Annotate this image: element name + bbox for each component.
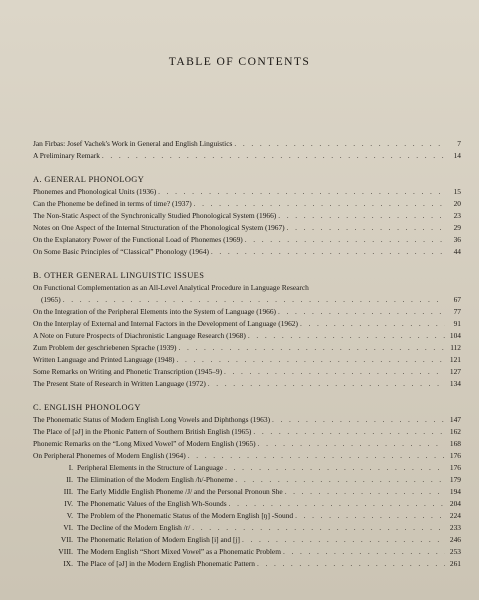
dot-leader bbox=[192, 523, 445, 532]
dot-leader bbox=[272, 415, 445, 424]
dot-leader bbox=[283, 547, 445, 556]
entry-title: On Some Basic Principles of “Classical” Phonology (1964) bbox=[33, 247, 209, 256]
dot-leader bbox=[224, 367, 445, 376]
page-number: 176 bbox=[449, 451, 461, 460]
dot-leader bbox=[242, 535, 445, 544]
page-number: 224 bbox=[449, 511, 461, 520]
entry-title: VIII. The Modern English “Short Mixed Vowel” as a Phonematic Problem bbox=[33, 547, 281, 556]
page-number: 176 bbox=[449, 463, 461, 472]
page-number: 112 bbox=[450, 343, 461, 352]
entry-title: On Functional Complementation as an All-Level Analytical Procedure in Language Research bbox=[33, 283, 309, 292]
dot-leader bbox=[158, 187, 445, 196]
dot-leader bbox=[211, 247, 445, 256]
section-heading: B. OTHER GENERAL LINGUISTIC ISSUES bbox=[33, 271, 205, 280]
section-heading: C. ENGLISH PHONOLOGY bbox=[33, 403, 141, 412]
entry-title: II. The Elimination of the Modern English /h/-Phoneme bbox=[33, 475, 233, 484]
toc-subentry bbox=[33, 547, 461, 559]
entry-title: A Preliminary Remark bbox=[33, 151, 100, 160]
toc-subentry bbox=[33, 475, 461, 487]
toc-entry bbox=[33, 439, 461, 451]
dot-leader bbox=[245, 235, 445, 244]
entry-title: On the Interplay of External and Internal Factors in the Development of Language (1962) bbox=[33, 319, 298, 328]
entry-title: A Note on Future Prospects of Diachronistic Language Research (1968) bbox=[33, 331, 246, 340]
entry-title-continuation: (1965) bbox=[41, 295, 61, 304]
page-number: 253 bbox=[449, 547, 461, 556]
entry-title: VI. The Decline of the Modern English /r/ bbox=[33, 523, 190, 532]
dot-leader bbox=[225, 463, 445, 472]
toc-entry bbox=[33, 355, 461, 367]
entry-title: The Present State of Research in Written Language (1972) bbox=[33, 379, 206, 388]
toc-subentry bbox=[33, 463, 461, 475]
page-number: 147 bbox=[449, 415, 461, 424]
section-gap bbox=[33, 163, 461, 173]
page-number: 36 bbox=[453, 235, 461, 244]
page-number: 20 bbox=[453, 199, 461, 208]
toc-entry bbox=[33, 235, 461, 247]
dot-leader bbox=[248, 331, 445, 340]
page-number: 91 bbox=[453, 319, 461, 328]
page-number: 77 bbox=[453, 307, 461, 316]
entry-title: III. The Early Middle English Phoneme /J/ and the Personal Pronoun She bbox=[33, 487, 283, 496]
page-number: 7 bbox=[457, 139, 461, 148]
entry-number: VI. bbox=[63, 523, 73, 532]
dot-leader bbox=[177, 355, 445, 364]
toc-entry bbox=[33, 139, 461, 151]
dot-leader bbox=[300, 319, 445, 328]
page-number: 162 bbox=[449, 427, 461, 436]
toc-entry bbox=[33, 151, 461, 163]
table-of-contents bbox=[33, 139, 461, 571]
toc-entry bbox=[33, 367, 461, 379]
toc-subentry bbox=[33, 535, 461, 547]
dot-leader bbox=[253, 427, 445, 436]
entry-title: Some Remarks on Writing and Phonetic Transcription (1945–9) bbox=[33, 367, 223, 376]
entry-number: VIII. bbox=[58, 547, 73, 556]
toc-subentry bbox=[33, 559, 461, 571]
dot-leader bbox=[178, 343, 445, 352]
page-number: 23 bbox=[453, 211, 461, 220]
dot-leader bbox=[234, 139, 445, 148]
entry-title: V. The Problem of the Phonematic Status of the Modern English [ŋ] -Sound bbox=[33, 511, 293, 520]
entry-title: Can the Phoneme be defined in terms of time? (1937) bbox=[33, 199, 192, 208]
dot-leader bbox=[287, 223, 445, 232]
entry-number: IV. bbox=[64, 499, 73, 508]
toc-entry bbox=[33, 223, 461, 235]
entry-title: The Non-Static Aspect of the Synchronically Studied Phonological System (1966) bbox=[33, 211, 277, 220]
page-number: 104 bbox=[449, 331, 461, 340]
entry-title: Phonemes and Phonological Units (1936) bbox=[33, 187, 157, 196]
dot-leader bbox=[102, 151, 445, 160]
toc-entry bbox=[33, 415, 461, 427]
entry-title: IV. The Phonematic Values of the English Wh-Sounds bbox=[33, 499, 227, 508]
page-title: TABLE OF CONTENTS bbox=[168, 55, 311, 68]
toc-subentry bbox=[33, 523, 461, 535]
toc-entry bbox=[33, 331, 461, 343]
entry-title: Notes on One Aspect of the Internal Structuration of the Phonological System (1967) bbox=[33, 223, 285, 232]
page-number: 134 bbox=[449, 379, 461, 388]
section-heading: A. GENERAL PHONOLOGY bbox=[33, 175, 145, 184]
toc-entry bbox=[33, 427, 461, 439]
page-number: 204 bbox=[449, 499, 461, 508]
page-number: 29 bbox=[453, 223, 461, 232]
dot-leader bbox=[295, 511, 445, 520]
toc-entry bbox=[33, 211, 461, 223]
toc-subentry bbox=[33, 487, 461, 499]
dot-leader bbox=[188, 451, 445, 460]
page-number: 127 bbox=[449, 367, 461, 376]
page-number: 246 bbox=[449, 535, 461, 544]
dot-leader bbox=[63, 295, 445, 304]
entry-title: On Peripheral Phonemes of Modern English (1964) bbox=[33, 451, 186, 460]
toc-entry bbox=[33, 199, 461, 211]
page-number: 194 bbox=[449, 487, 461, 496]
page-number: 15 bbox=[453, 187, 461, 196]
toc-entry-continuation bbox=[33, 295, 461, 307]
entry-title: VII. The Phonematic Relation of Modern English [i] and [j] bbox=[33, 535, 240, 544]
section-gap bbox=[33, 391, 461, 401]
dot-leader bbox=[285, 487, 445, 496]
entry-title: I. Peripheral Elements in the Structure of Language bbox=[33, 463, 223, 472]
dot-leader bbox=[229, 499, 445, 508]
entry-title: IX. The Place of [əJ] in the Modern English Phonematic Pattern bbox=[33, 559, 255, 568]
page-number: 67 bbox=[453, 295, 461, 304]
toc-entry bbox=[33, 307, 461, 319]
entry-number: II. bbox=[66, 475, 73, 484]
entry-title: Phonemic Remarks on the “Long Mixed Vowel” of Modern English (1965) bbox=[33, 439, 256, 448]
dot-leader bbox=[278, 211, 445, 220]
entry-title: Zum Problem der geschriebenen Sprache (1939) bbox=[33, 343, 177, 352]
toc-entry bbox=[33, 379, 461, 391]
dot-leader bbox=[208, 379, 445, 388]
page-number: 261 bbox=[449, 559, 461, 568]
page-number: 121 bbox=[449, 355, 461, 364]
toc-subentry bbox=[33, 499, 461, 511]
page-number: 179 bbox=[449, 475, 461, 484]
dot-leader bbox=[258, 439, 445, 448]
toc-entry bbox=[33, 451, 461, 463]
page-number: 44 bbox=[453, 247, 461, 256]
dot-leader bbox=[194, 199, 445, 208]
page-number: 168 bbox=[449, 439, 461, 448]
entry-number: III. bbox=[63, 487, 73, 496]
entry-number: IX. bbox=[63, 559, 73, 568]
toc-entry bbox=[33, 319, 461, 331]
toc-entry bbox=[33, 187, 461, 199]
entry-title: Jan Firbas: Josef Vachek's Work in General and English Linguistics bbox=[33, 139, 233, 148]
toc-subentry bbox=[33, 511, 461, 523]
page-number: 233 bbox=[449, 523, 461, 532]
page-number: 14 bbox=[453, 151, 461, 160]
entry-title: The Place of [əJ] in the Phonic Pattern of Southern British English (1965) bbox=[33, 427, 252, 436]
toc-entry bbox=[33, 247, 461, 259]
entry-number: V. bbox=[66, 511, 73, 520]
dot-leader bbox=[257, 559, 445, 568]
toc-entry bbox=[33, 283, 461, 295]
dot-leader bbox=[235, 475, 445, 484]
entry-title: The Phonematic Status of Modern English Long Vowels and Diphthongs (1963) bbox=[33, 415, 271, 424]
dot-leader bbox=[278, 307, 445, 316]
toc-entry bbox=[33, 343, 461, 355]
entry-number: I. bbox=[68, 463, 73, 472]
entry-title: Written Language and Printed Language (1948) bbox=[33, 355, 175, 364]
entry-number: VII. bbox=[60, 535, 73, 544]
entry-title: On the Explanatory Power of the Functional Load of Phonemes (1969) bbox=[33, 235, 243, 244]
section-gap bbox=[33, 259, 461, 269]
entry-title: On the Integration of the Peripheral Elements into the System of Language (1966) bbox=[33, 307, 277, 316]
